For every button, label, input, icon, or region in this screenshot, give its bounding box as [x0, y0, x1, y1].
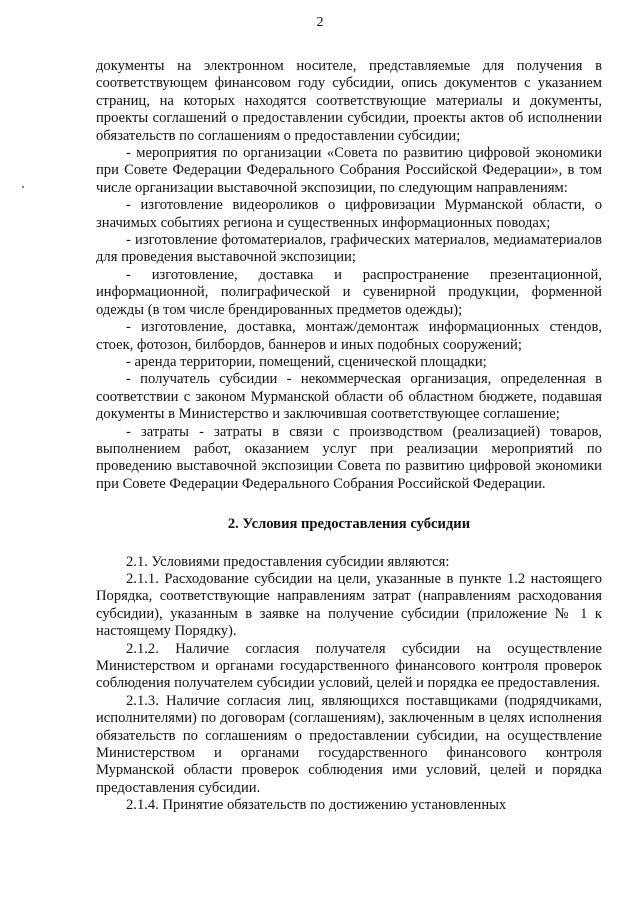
paragraph: - затраты - затраты в связи с производством (реализацией) товаров, выполнением работ, оказанием услуг при реализации мероприятий по проведению выставочной экспозиции Совета по развитию цифровой экономики при Совете Федерации Федерального Собрания Российской Федерации. — [96, 423, 602, 492]
paragraphs-top — [96, 58, 602, 493]
paragraph: документы на электронном носителе, представляемые для получения в соответствующем финансовом году субсидии, опись документов с указанием страниц, на которых находятся соответствующие материалы и документы, проекты соглашений о предоставлении субсидии, проекты актов об исполнении обязательств по соглашениям о предоставлении субсидии; — [96, 58, 602, 144]
paragraph: 2.1. Условиями предоставления субсидии являются: — [126, 553, 450, 570]
paragraph: - изготовление, доставка и распространение презентационной, информационной, полиграфической и сувенирной продукции, форменной одежды (в том числе брендированных предметов одежды); — [96, 266, 602, 318]
paragraph: - изготовление фотоматериалов, графических материалов, медиаматериалов для проведения выставочной экспозиции; — [96, 232, 602, 266]
paragraphs-bottom — [96, 554, 602, 815]
section-heading: 2. Условия предоставления субсидии — [227, 516, 471, 533]
paragraph: 2.1.4. Принятие обязательств по достижению установленных — [126, 797, 507, 814]
paragraph: - аренда территории, помещений, сценической площадки; — [126, 353, 487, 370]
margin-mark — [22, 186, 24, 188]
paragraph: - изготовление видеороликов о цифровизации Мурманской области, о значимых событиях региона и существенных информационных поводах; — [96, 197, 602, 231]
page-number: 2 — [316, 15, 324, 30]
paragraph: - получатель субсидии - некоммерческая организация, определенная в соответствии с законом Мурманской области об областном бюджете, подавшая документы в Министерство и заключившая соответствующее соглашение; — [96, 371, 602, 423]
paragraph: - изготовление, доставка, монтаж/демонтаж информационных стендов, стоек, фотозон, билбордов, баннеров и иных подобных сооружений; — [96, 319, 602, 353]
paragraph: 2.1.3. Наличие согласия лиц, являющихся поставщиками (подрядчиками, исполнителями) по договорам (соглашениям), заключенным в целях исполнения обязательств по соглашениям о предоставлении субсидии, на осуществление Министерством и органами государственного финансового контроля Мурманской области проверок соблюдения ими условий, целей и порядка предоставления субсидии. — [96, 692, 602, 796]
paragraph: - мероприятия по организации «Совета по развитию цифровой экономики при Совете Федерации Федерального Собрания Российской Федерации», в том числе организации выставочной экспозиции, по следующим направлениям: — [96, 145, 602, 196]
document-body — [96, 58, 602, 815]
paragraph: 2.1.2. Наличие согласия получателя субсидии на осуществление Министерством и органами государственного финансового контроля проверок соблюдения получателем субсидии условий, целей и порядка ее предоставления. — [96, 640, 602, 692]
paragraph: 2.1.1. Расходование субсидии на цели, указанные в пункте 1.2 настоящего Порядка, соответствующие направлениям затрат (направлениям расходования субсидии), указанным в заявке на получение субсидии (приложение № 1 к настоящему Порядку). — [96, 570, 602, 640]
